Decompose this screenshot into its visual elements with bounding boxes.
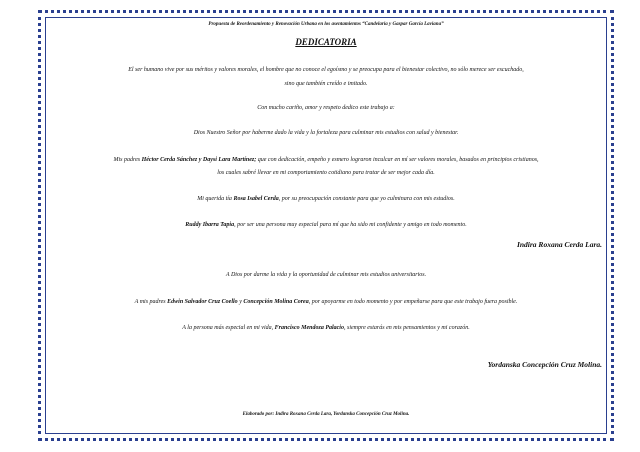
friend-name: Ruddy Ibarra Tapia <box>185 222 235 228</box>
dedication-god: Dios Nuestro Señor por haberme dado la vida y la fortaleza para culminar mis estudios con salud y bienestar. <box>193 130 459 136</box>
dedication-aunt: Mi querida tía Rosa Isabel Cerda, por su preocupación constante para que yo culminara con mis estudios. <box>197 196 455 202</box>
dedication-parents-line-2: los cuales sabré llevar en mi comportamiento cotidiano para tratar de ser mejor cada día. <box>217 170 435 176</box>
dedication-parents-2: A mis padres Edwin Salvador Cruz Coello y Concepción Molina Corea, por apoyarme en todo momento y por empeñarse para que este trabajo fuera posible. <box>134 299 518 305</box>
dedication-intro: Con mucho cariño, amor y respeto dedico este trabajo a: <box>257 105 395 111</box>
mother-name: Concepción Molina Corea <box>243 299 309 305</box>
dedication-friend: Ruddy Ibarra Tapia, por ser una persona muy especial para mí que ha sido mi confidente y amigo en todo momento. <box>185 222 467 228</box>
intro-line-2: sino que también creído e imitado. <box>284 81 368 87</box>
parents-names: Héctor Cerda Sánchez y Daysi Lara Martínez; <box>141 157 257 163</box>
special-person-name: Francisco Mendoza Palacio <box>274 325 344 331</box>
signature-indira: Indira Roxana Cerda Lara. <box>516 240 602 249</box>
dedication-special-person: A la persona más especial en mi vida, Francisco Mendoza Palacio, siempre estarás en mis pensamientos y mi corazón. <box>182 325 470 331</box>
intro-line-1: El ser humano vive por sus méritos y valores morales, el hombre que no conoce el egoísmo y se preocupa para el bienestar colectivo, no sólo merece ser escuchado, <box>128 67 524 73</box>
dedication-parents: Mis padres Héctor Cerda Sánchez y Daysi Lara Martínez; que con dedicación, empeño y esmero lograron inculcar en mí ser valores morales, basados en principios cristianos, <box>113 157 539 163</box>
page-header: Propuesta de Reordenamiento y Renovación Urbana en los asentamientos “Candelaria y Gaspar García Laviana” <box>208 22 444 27</box>
page-title: DEDICATORIA <box>295 37 357 47</box>
dedication-god-2: A Dios por darme la vida y la oportunidad de culminar mis estudios universitarios. <box>225 272 427 278</box>
father-name: Edwin Salvador Cruz Coello <box>167 299 238 305</box>
signature-yordanska: Yordanska Concepción Cruz Molina. <box>487 360 602 369</box>
page-footer: Elaborado por: Indira Roxana Cerda Lara, Yordanska Concepción Cruz Molina. <box>242 412 410 417</box>
aunt-name: Rosa Isabel Cerda <box>233 196 279 202</box>
